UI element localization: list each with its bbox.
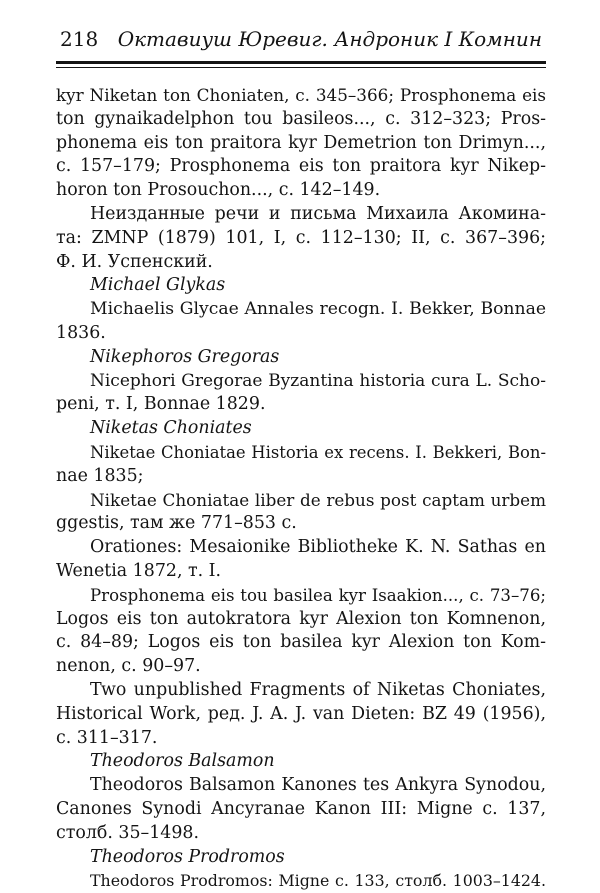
text-line: Two unpublished Fragments of Niketas Choniates, bbox=[90, 679, 546, 700]
bibliography-entry bbox=[56, 584, 546, 679]
text-line: Theodoros Prodromos: Migne c. 133, столб. 1003–1424. bbox=[90, 871, 546, 891]
text-line: phonema eis ton praitora kyr Demetrion ton Drimyn..., bbox=[56, 132, 546, 153]
bibliography-entry bbox=[56, 489, 546, 537]
text-line: c. 84–89; Logos eis ton basilea kyr Alexion ton Kom- bbox=[56, 632, 546, 653]
bibliography-entry bbox=[56, 869, 546, 893]
text-line: kyr Niketan ton Choniaten, c. 345–366; Prosphonema eis bbox=[56, 85, 546, 105]
author-heading: Theodoros Prodromos bbox=[90, 846, 285, 867]
text-line: Неизданные речи и письма Михаила Акомина- bbox=[90, 203, 546, 224]
text-line: Michaelis Glycae Annales recogn. I. Bekker, Bonnae bbox=[90, 299, 546, 320]
author-heading: Nikephoros Gregoras bbox=[90, 346, 280, 367]
bibliography-entry bbox=[56, 536, 546, 584]
text-line: Ф. И. Успенский. bbox=[56, 251, 213, 272]
running-head bbox=[56, 24, 546, 54]
text-line: Logos eis ton autokratora kyr Alexion ton Komnenon, bbox=[56, 608, 546, 629]
bibliography-entry bbox=[56, 370, 546, 418]
bibliography-entry bbox=[56, 203, 546, 274]
bibliography-entry bbox=[56, 679, 546, 750]
bibliography-entry bbox=[56, 298, 546, 346]
text-line: Canones Synodi Ancyranae Kanon III: Migne c. 137, bbox=[56, 798, 546, 819]
text-line: ggestis, там же 771–853 c. bbox=[56, 513, 297, 534]
bibliography-entry bbox=[56, 774, 546, 845]
text-line: Theodoros Balsamon Kanones tes Ankyra Synodou, bbox=[90, 775, 546, 796]
bibliography-entry bbox=[56, 441, 546, 489]
text-line: nenon, c. 90–97. bbox=[56, 656, 201, 677]
text-line: horon ton Prosouchon..., c. 142–149. bbox=[56, 180, 381, 201]
author-heading: Niketas Choniates bbox=[90, 418, 252, 439]
author-heading: Michael Glykas bbox=[90, 275, 226, 296]
text-line: peni, т. I, Bonnae 1829. bbox=[56, 394, 266, 415]
text-line: Historical Work, ред. J. A. J. van Dieten: BZ 49 (1956), bbox=[56, 703, 546, 724]
text-line: столб. 35–1498. bbox=[56, 822, 200, 843]
bibliography-text bbox=[56, 84, 546, 893]
text-line: nae 1835; bbox=[56, 465, 144, 486]
text-line: Niketae Choniatae Historia ex recens. I. Bekkeri, Bon- bbox=[90, 442, 546, 462]
page-number: 218 bbox=[60, 27, 99, 51]
book-page bbox=[56, 24, 546, 893]
text-line: Nicephori Gregorae Byzantina historia cura L. Scho- bbox=[90, 370, 546, 391]
text-line: Niketae Choniatae liber de rebus post captam urbem bbox=[90, 489, 546, 510]
bibliography-entry bbox=[56, 84, 546, 203]
header-rule-thin bbox=[56, 67, 546, 68]
author-heading: Theodoros Balsamon bbox=[90, 751, 275, 772]
text-line: c. 311–317. bbox=[56, 727, 158, 748]
running-title: Октавиуш Юревиг. Андроник I Комнин bbox=[117, 27, 542, 51]
text-line: та: ZMNP (1879) 101, I, c. 112–130; II, c. 367–396; bbox=[56, 227, 546, 248]
text-line: Prosphonema eis tou basilea kyr Isaakion..., c. 73–76; bbox=[90, 585, 546, 605]
text-line: 1836. bbox=[56, 322, 106, 343]
text-line: Wenetia 1872, т. I. bbox=[56, 560, 222, 581]
text-line: Orationes: Mesaionike Bibliotheke K. N. Sathas en bbox=[90, 537, 546, 558]
text-line: ton gynaikadelphon tou basileos..., c. 312–323; Pros- bbox=[56, 108, 546, 129]
text-line: c. 157–179; Prosphonema eis ton praitora kyr Nikep- bbox=[56, 156, 546, 177]
header-rule-thick bbox=[56, 61, 546, 64]
